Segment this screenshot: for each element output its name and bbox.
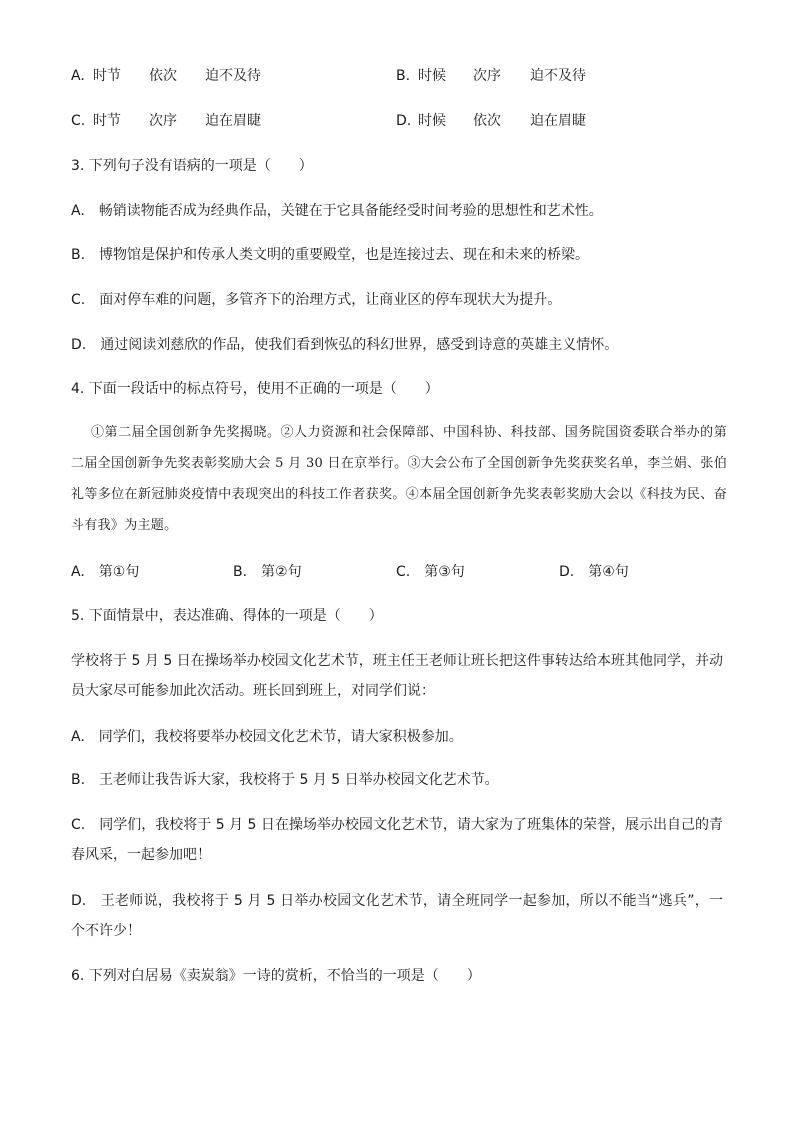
q4-option-row — [71, 562, 731, 582]
q2-option-a-word1: 时节 — [93, 68, 121, 84]
q3-option-c: C. 面对停车难的问题，多管齐下的治理方式，让商业区的停车现状大为提升。 — [71, 292, 562, 308]
q4-option-d: D. 第④句 — [559, 564, 629, 580]
q2-option-a-word2: 依次 — [149, 68, 177, 84]
q4-stem: 4. 下面一段话中的标点符号，使用不正确的一项是（ ） — [71, 381, 439, 397]
q2-option-row-ab — [71, 66, 731, 86]
q2-option-a-word3: 迫不及待 — [205, 68, 261, 84]
q4-option-a: A. 第①句 — [71, 564, 140, 580]
q3-stem: 3. 下列句子没有语病的一项是（ ） — [71, 158, 313, 174]
q2-option-d-word3: 迫在眉睫 — [530, 113, 586, 129]
q2-option-row-cd — [71, 111, 731, 131]
q4-option-c: C. 第③句 — [396, 564, 465, 580]
q5-option-c: C. 同学们，我校将于 5 月 5 日在操场举办校园文化艺术节，请大家为了班集体的荣誉，展示出自己的青春风采，一起参加吧！ — [71, 817, 723, 863]
q4-passage: ①第二届全国创新争先奖揭晓。②人力资源和社会保障部、中国科协、科技部、国务院国资委联合举办的第二届全国创新争先奖表彰奖励大会 5 月 30 日在京举行。③大会公布了全国创新争先奖获奖名单，李兰娟、张伯礼等多位在新冠肺炎疫情中表现突出的科技工作者获奖。④本届全国创新争先奖表彰奖励大会以《科技为民、奋斗有我》为主题。 — [71, 425, 727, 533]
q2-option-c-label: C. — [71, 113, 86, 129]
q2-option-b-word1: 时候 — [418, 68, 446, 84]
q2-option-c-word3: 迫在眉睫 — [205, 113, 261, 129]
q2-option-b-word3: 迫不及待 — [530, 68, 586, 84]
q3-option-b: B. 博物馆是保护和传承人类文明的重要殿堂，也是连接过去、现在和未来的桥梁。 — [71, 247, 590, 263]
q5-scenario: 学校将于 5 月 5 日在操场举办校园文化艺术节，班主任王老师让班长把这件事转达给本班其他同学，并动员大家尽可能参加此次活动。班长回到班上，对同学们说： — [71, 653, 723, 699]
q5-option-a: A. 同学们，我校将要举办校园文化艺术节，请大家积极参加。 — [71, 729, 463, 745]
q2-option-c-word2: 次序 — [149, 113, 177, 129]
q5-stem: 5. 下面情景中，表达准确、得体的一项是（ ） — [71, 608, 383, 624]
q2-option-d-label: D. — [396, 113, 412, 129]
q6-stem: 6. 下列对白居易《卖炭翁》一诗的赏析，不恰当的一项是（ ） — [71, 968, 481, 984]
q2-option-d-word2: 依次 — [473, 113, 501, 129]
q2-option-d-word1: 时候 — [418, 113, 446, 129]
q4-option-b: B. 第②句 — [233, 564, 302, 580]
q5-option-d: D. 王老师说，我校将于 5 月 5 日举办校园文化艺术节，请全班同学一起参加，所以不能当“逃兵”，一个不许少！ — [71, 893, 723, 939]
q3-option-d: D. 通过阅读刘慈欣的作品，使我们看到恢弘的科幻世界，感受到诗意的英雄主义情怀。 — [71, 337, 619, 353]
q5-option-b: B. 王老师让我告诉大家，我校将于 5 月 5 日举办校园文化艺术节。 — [71, 772, 499, 788]
q2-option-c-word1: 时节 — [93, 113, 121, 129]
q3-option-a: A. 畅销读物能否成为经典作品，关键在于它具备能经受时间考验的思想性和艺术性。 — [71, 203, 603, 219]
q2-option-a-label: A. — [71, 68, 85, 84]
q2-option-b-word2: 次序 — [473, 68, 501, 84]
q2-option-b-label: B. — [396, 68, 411, 84]
